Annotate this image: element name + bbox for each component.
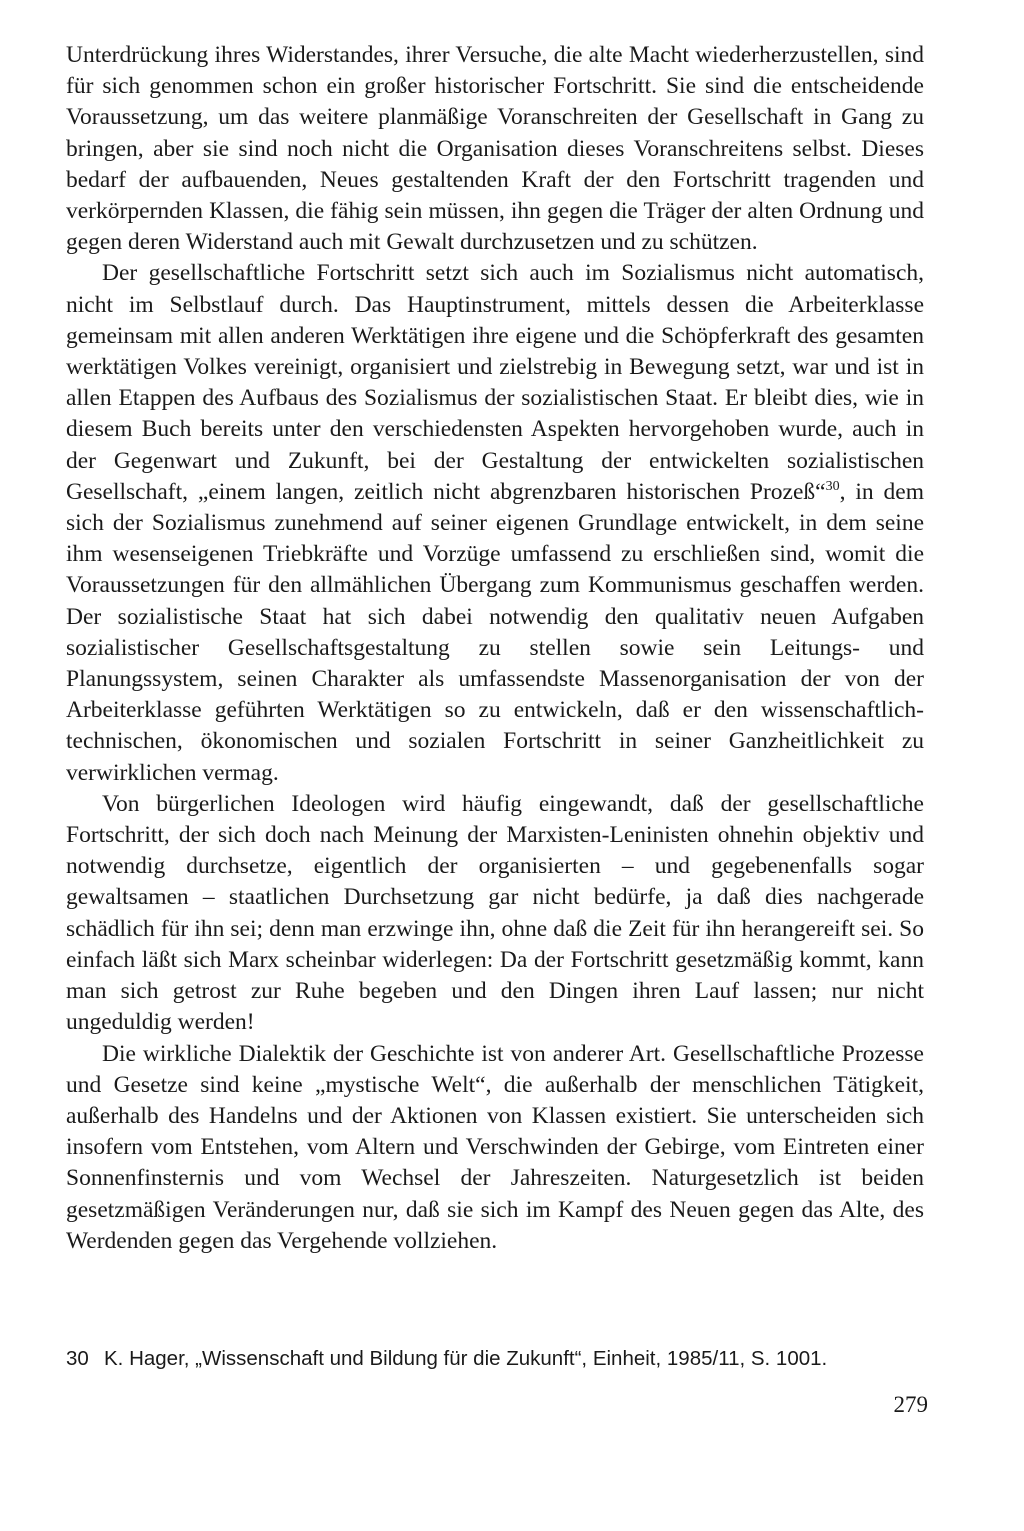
- paragraph-2-text-before-ref: Der gesellschaftliche Fortschritt setzt sich auch im Sozialismus nicht automatisch, nicht im Selbstlauf durch. Das Hauptinstrument, mittels dessen die Arbeiterklasse gemeinsam mit allen anderen Werktätigen ihre eigene und die Schöpferkraft des gesamten werktätigen Volkes vereinigt, organisiert und zielstrebig in Bewegung setzt, war und ist in allen Etappen des Aufbaus des Sozialismus der sozialistischen Staat. Er bleibt dies, wie in diesem Buch bereits unter den verschiedensten Aspekten hervorgehoben wurde, auch in der Gegenwart und Zukunft, bei der Gestaltung der entwickelten sozialistischen Gesellschaft, „einem langen, zeitlich nicht abgrenzbaren historischen Prozeß“: [66, 260, 924, 505]
- footnote-reference: 30: [825, 478, 840, 494]
- paragraph-2-text-after-ref: , in dem sich der Sozialismus zunehmend auf seiner eigenen Grundlage entwickelt, in dem seine ihm wesenseigenen Triebkräfte und Vorzüge umfassend zu erschließen sind, womit die Voraussetzungen für den allmählichen Übergang zum Kommunismus geschaffen werden. Der sozialistische Staat hat sich dabei notwendig den qualitativ neuen Aufgaben sozialistischer Gesellschaftsgestaltung zu stellen sowie sein Leitungs- und Planungssystem, seinen Charakter als umfassendste Massenorganisation der von der Arbeiterklasse geführten Werktätigen so zu entwickeln, daß er den wissenschaftlich-technischen, ökonomischen und sozialen Fortschritt in seiner Ganzheitlichkeit zu verwirklichen vermag.: [66, 478, 924, 786]
- footnote: [66, 1345, 924, 1373]
- paragraph-3: Von bürgerlichen Ideologen wird häufig eingewandt, daß der gesellschaftliche Fortschritt, der sich doch nach Meinung der Marxisten-Leninisten ohnehin objektiv und notwendig durchsetze, eigentlich der organisierten – und gegebenenfalls sogar gewaltsamen – staatlichen Durchsetzung gar nicht bedürfe, ja daß dies nachgerade schädlich für ihn sei; denn man erzwinge ihn, ohne daß die Zeit für ihn herangereift sei. So einfach läßt sich Marx scheinbar widerlegen: Da der Fortschritt gesetzmäßig kommt, kann man sich getrost zur Ruhe begeben und den Dingen ihren Lauf lassen; nur nicht ungeduldig werden!: [66, 790, 924, 1036]
- page-number: 279: [893, 1392, 928, 1417]
- footnote-text: K. Hager, „Wissenschaft und Bildung für die Zukunft“, Einheit, 1985/11, S. 1001.: [104, 1347, 828, 1370]
- paragraph-1: Unterdrückung ihres Widerstandes, ihrer Versuche, die alte Macht wiederherzustellen, sind für sich genommen schon ein großer historischer Fortschritt. Sie sind die entscheidende Voraussetzung, um das weitere planmäßige Voranschreiten der Gesellschaft in Gang zu bringen, aber sie sind noch nicht die Organisation dieses Voranschreitens selbst. Dieses bedarf der aufbauenden, Neues gestaltenden Kraft der den Fortschritt tragenden und verkörpernden Klassen, die fähig sein müssen, ihn gegen die Träger der alten Ordnung und gegen deren Widerstand auch mit Gewalt durchzusetzen und zu schützen.: [66, 42, 924, 256]
- paragraph-4: Die wirkliche Dialektik der Geschichte ist von anderer Art. Gesellschaftliche Prozesse und Gesetze sind keine „mystische Welt“, die außerhalb der menschlichen Tätigkeit, außerhalb des Handelns und der Aktionen von Klassen existiert. Sie unterscheiden sich insofern vom Entstehen, vom Altern und Verschwinden der Gebirge, vom Eintreten einer Sonnenfinsternis und vom Wechsel der Jahreszeiten. Naturgesetzlich ist beiden gesetzmäßigen Veränderungen nur, daß sie sich im Kampf des Neuen gegen das Alte, des Werdenden gegen das Vergehende vollziehen.: [66, 1040, 924, 1254]
- paragraph-2: [66, 258, 924, 788]
- page-body: [66, 40, 924, 1257]
- footnote-number: 30: [66, 1347, 89, 1370]
